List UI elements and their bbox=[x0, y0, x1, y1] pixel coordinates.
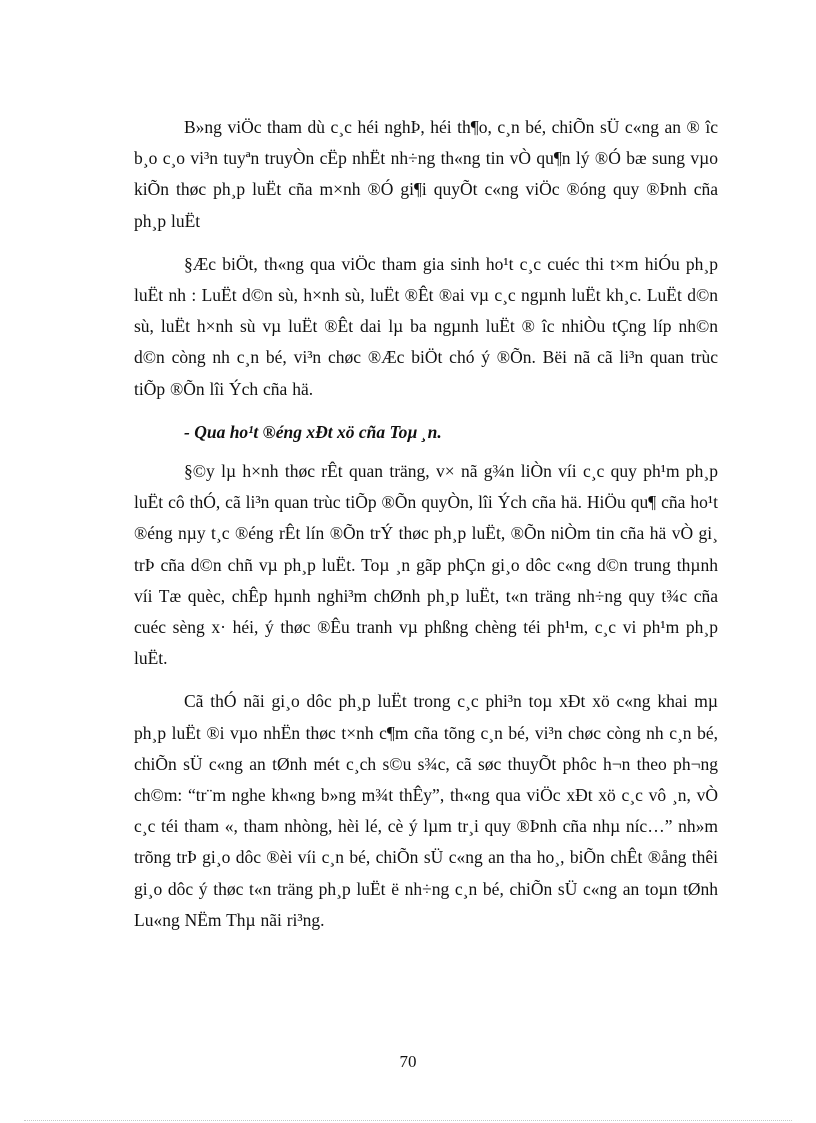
page-number: 70 bbox=[399, 1052, 417, 1071]
paragraph-3: §©y lµ h×nh thøc rÊt quan träng, v× nã g¾n liÒn víi c¸c quy ph¹m ph¸p luËt cô thÓ, cã li³n quan trùc tiÕp ®Õn quyÒn, lîi Ých cña hä. HiÖu qu¶ cña ho¹t ®éng nµy t¸c ®éng rÊt lín ®Õn trÝ thøc ph¸p luËt, ®Õn niÒm tin cña hä vÒ gi¸ trÞ cña d©n chñ vµ ph¸p luËt. Toµ ¸n gãp phÇn gi¸o dôc c«ng d©n trung thµnh víi Tæ quèc, chÊp hµnh nghi³m chØnh ph¸p luËt, t«n träng nh÷ng quy t¾c cña cuéc sèng x· héi, ý thøc ®Êu tranh vµ phßng chèng téi ph¹m, c¸c vi ph¹m ph¸p luËt. bbox=[134, 461, 718, 669]
section-heading: - Qua ho¹t ®éng xÐt xö cña Toµ ¸n. bbox=[184, 421, 442, 442]
paragraph-1: B»ng viÖc tham dù c¸c héi nghÞ, héi th¶o, c¸n bé, chiÕn sÜ c«ng an ® îc b¸o c¸o vi³n tuyªn truyÒn cËp nhËt nh÷ng th«ng tin vÒ qu¶n lý ®Ó bæ sung vµo kiÕn thøc ph¸p luËt cña m×nh ®Ó gi¶i quyÕt c«ng viÖc ®óng quy ®Þnh cña ph¸p luËt bbox=[134, 117, 718, 231]
paragraph-4: Cã thÓ nãi gi¸o dôc ph¸p luËt trong c¸c phi³n toµ xÐt xö c«ng khai mµ ph¸p luËt ®i vµo nhËn thøc t×nh c¶m cña tõng c¸n bé, vi³n chøc còng nh c¸n bé, chiÕn sÜ c«ng an tØnh mét c¸ch s©u s¾c, cã søc thuyÕt phôc h¬n theo ph¬ng ch©m: “tr¨m nghe kh«ng b»ng m¾t thÊy”, th«ng qua viÖc xÐt xö c¸c vô ¸n, vÒ c¸c téi tham «, tham nhòng, hèi lé, cè ý lµm tr¸i quy ®Þnh cña nhµ níc…” nh»m trõng trÞ gi¸o dôc ®èi víi c¸n bé, chiÕn sÜ c«ng an tha ho¸, biÕn chÊt ®ång thêi gi¸o dôc ý thøc t«n träng ph¸p luËt ë nh÷ng c¸n bé, chiÕn sÜ c«ng an toµn tØnh Lu«ng NËm Thµ nãi ri³ng. bbox=[134, 691, 718, 930]
footer-divider bbox=[24, 1120, 792, 1121]
body-text bbox=[134, 112, 718, 948]
paragraph-2: §Æc biÖt, th«ng qua viÖc tham gia sinh ho¹t c¸c cuéc thi t×m hiÓu ph¸p luËt nh : LuËt d©n sù, h×nh sù, luËt ®Êt ®ai vµ c¸c ngµnh luËt kh¸c. LuËt d©n sù, luËt h×nh sù vµ luËt ®Êt dai lµ ba ngµnh luËt ® îc nhiÒu tÇng líp nh©n d©n còng nh c¸n bé, vi³n chøc ®Æc biÖt chó ý ®Õn. Bëi nã cã li³n quan trùc tiÕp ®Õn lîi Ých cña hä. bbox=[134, 253, 718, 399]
